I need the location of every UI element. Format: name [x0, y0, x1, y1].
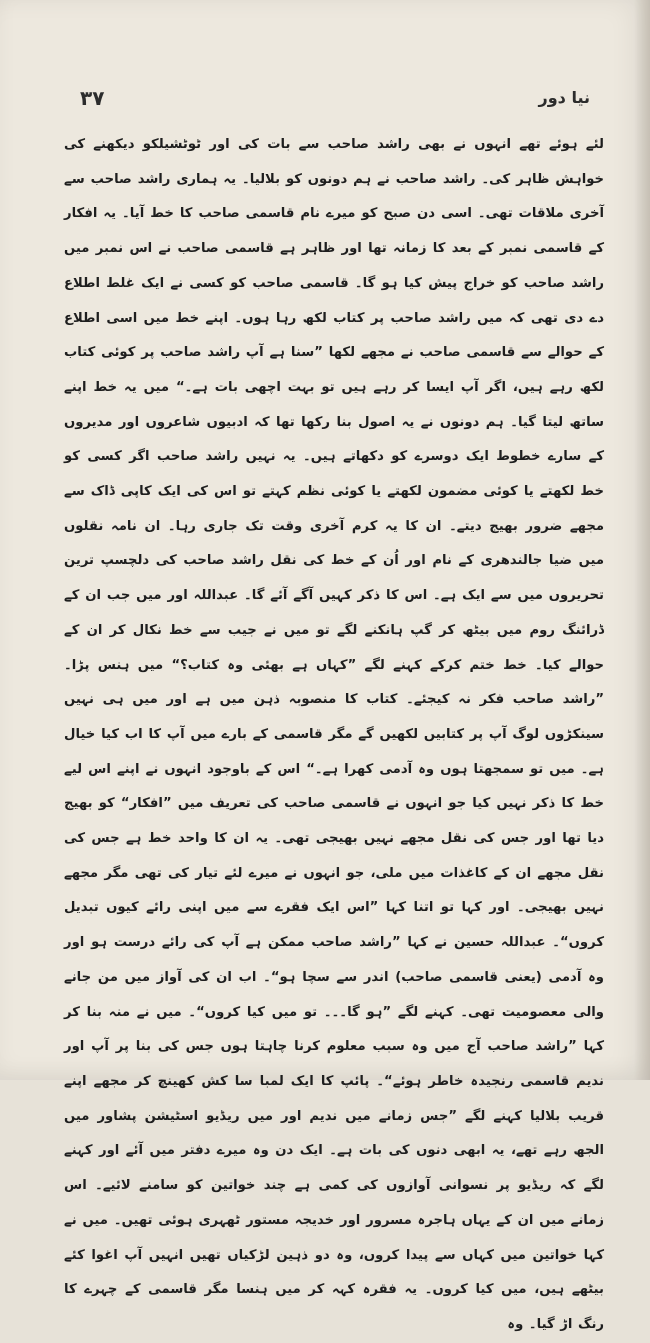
page-header: [80, 86, 590, 110]
page-number: ۳۷: [80, 86, 105, 110]
page-edge-shadow: [634, 0, 650, 1080]
running-title: نیا دور: [538, 88, 590, 107]
paragraph: لئے ہوئے تھے انہوں نے بھی راشد صاحب سے بات کی اور ٹوٹشیلکو دیکھنے کی خواہش ظاہر کی۔ راشد صاحب نے ہم دونوں کو بلالیا۔ یہ ہماری راشد صاحب سے آخری ملاقات تھی۔ اسی دن صبح کو میرے نام قاسمی صاحب کا خط آیا۔ یہ افکار کے قاسمی نمبر کے بعد کا زمانہ تھا اور ظاہر ہے قاسمی صاحب نے اس نمبر میں راشد صاحب کو خراج پیش کیا ہو گا۔ قاسمی صاحب کو کسی نے ایک غلط اطلاع دے دی تھی کہ میں راشد صاحب پر کتاب لکھ رہا ہوں۔ اپنے خط میں اسی اطلاع کے حوالے سے قاسمی صاحب نے مجھے لکھا ”سنا ہے آپ راشد صاحب پر کوئی کتاب لکھ رہے ہیں، اگر آپ ایسا کر رہے ہیں تو بہت اچھی بات ہے۔“ میں یہ خط اپنے ساتھ لیتا گیا۔ ہم دونوں نے یہ اصول بنا رکھا تھا کہ ادبیوں شاعروں اور مدیروں کے سارے خطوط ایک دوسرے کو دکھاتے ہیں۔ یہ نہیں راشد صاحب اگر کسی کو خط لکھتے یا کوئی مضمون لکھتے یا کوئی نظم کہتے تو اس کی ایک کاپی ڈاک سے مجھے ضرور بھیج دیتے۔ ان کا یہ کرم آخری وقت تک جاری رہا۔ ان نامہ نقلوں میں ضیا جالندھری کے نام اور اُن کے خط کی نقل راشد صاحب کی دلچسپ ترین تحریروں میں سے ایک ہے۔ اس کا ذکر کہیں آگے آئے گا۔ عبداللہ اور میں جب ان کے ڈرائنگ روم میں بیٹھ کر گپ ہانکنے لگے تو میں نے جیب سے خط نکال کر ان کے حوالے کیا۔ خط ختم کرکے کہنے لگے ”کہاں ہے بھئی وہ کتاب؟“ میں ہنس پڑا۔ ”راشد صاحب فکر نہ کیجئے۔ کتاب کا منصوبہ ذہن میں ہے اور میں ہی نہیں سینکڑوں لوگ آپ پر کتابیں لکھیں گے مگر قاسمی کے بارے میں آپ کا اب کیا خیال ہے۔ میں تو سمجھتا ہوں وہ آدمی کھرا ہے۔“ اس کے باوجود انہوں نے اپنے اس لیے خط کا ذکر نہیں کیا جو انہوں نے قاسمی صاحب کی تعریف میں ”افکار“ کو بھیج دیا تھا اور جس کی نقل مجھے نہیں بھیجی تھی۔ یہ ان کا واحد خط ہے جس کی نقل مجھے ان کے کاغذات میں ملی، جو انہوں نے میرے لئے تیار کی تھی مگر مجھے نہیں بھیجی۔ اور کہا تو اتنا کہا ”اس ایک فقرے سے میں اپنی رائے کیوں تبدیل کروں“۔ عبداللہ حسین نے کہا ”راشد صاحب ممکن ہے آپ کی رائے درست ہو اور وہ آدمی (یعنی قاسمی صاحب) اندر سے سچا ہو“۔ اب ان کی آواز میں من جانے والی معصومیت تھی۔ کہنے لگے ”ہو گا۔۔۔ تو میں کیا کروں“۔ میں نے منہ بنا کر کہا ”راشد صاحب آج میں وہ سبب معلوم کرنا چاہتا ہوں جس کی بنا پر آپ اور ندیم قاسمی رنجیدہ خاطر ہوئے“۔ پائپ کا ایک لمبا سا کش کھینچ کر مجھے اپنے قریب بلالیا کہنے لگے ”جس زمانے میں ندیم اور میں ریڈیو اسٹیشن پشاور میں الجھ رہے تھے، یہ ابھی دنوں کی بات ہے۔ ایک دن وہ میرے دفتر میں آئے اور کہنے لگے کہ ریڈیو پر نسوانی آوازوں کی کمی ہے چند خواتین کو سامنے لائیے۔ اس زمانے میں ان کے یہاں ہاجرہ مسرور اور خدیجہ مستور ٹھہری ہوئی تھیں۔ میں نے کہا خواتین میں کہاں سے پیدا کروں، وہ دو ذہین لڑکیاں تھیں انہیں آپ اغوا کئے بیٹھے ہیں، میں کیا کروں۔ یہ فقرہ کہہ کر میں ہنسا مگر قاسمی کے چہرے کا رنگ اڑ گیا۔ وہ: [64, 137, 604, 1332]
body-text: [64, 128, 604, 1343]
